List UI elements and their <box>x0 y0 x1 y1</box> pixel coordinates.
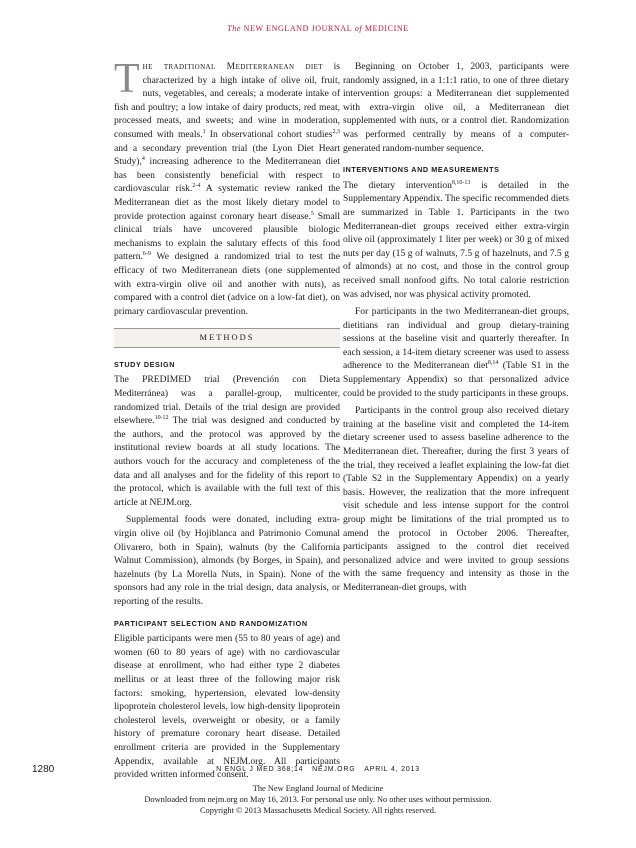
page-number: 1280 <box>32 764 55 775</box>
footer-citation <box>0 766 636 773</box>
interventions-paragraph-2: For participants in the two Mediterranean-diet groups, dietitians ran individual and group dietary-training sessions at the baseline visit and quarterly thereafter. In each session, a 14-item dietary screener was used to assess adherence to the Mediterranean diet$^{8,14}$ (Table S1 in the Supplementary Appendix) so that personalized advice could be provided to the study participants in these groups. <box>343 306 569 399</box>
study-design-heading: STUDY DESIGN <box>114 359 175 369</box>
footer-journal: N ENGL J MED 368;14 <box>216 766 304 773</box>
footer-site: NEJM.ORG <box>312 766 356 773</box>
header-mid: of <box>352 24 365 33</box>
download-notice <box>0 783 636 816</box>
participant-selection-heading: PARTICIPANT SELECTION AND RANDOMIZATION <box>114 618 308 628</box>
running-header <box>0 24 636 33</box>
header-pre: The <box>227 24 244 33</box>
methods-heading: METHODS <box>114 328 340 348</box>
header-end: MEDICINE <box>364 24 409 33</box>
right-column <box>343 60 569 599</box>
drop-cap: T <box>114 56 140 102</box>
participant-selection-paragraph-2: Beginning on October 1, 2003, participants were randomly assigned, in a 1:1:1 ratio, to one of three dietary intervention groups: a Mediterranean diet supplemented with extra-virgin olive oil, a Mediterranean diet supplemented with nuts, or a control diet. Randomization was performed centrally by means of a computer-generated random-number sequence. <box>343 61 569 154</box>
interventions-heading: INTERVENTIONS AND MEASUREMENTS <box>343 165 500 175</box>
header-brand: NEW ENGLAND JOURNAL <box>243 24 353 33</box>
notice-line-2: Downloaded from nejm.org on May 16, 2013. For personal use only. No other uses without permission. <box>144 795 492 804</box>
intro-paragraph: The traditional Mediterranean diet is characterized by a high intake of olive oil, fruit, nuts, vegetables, and cereals; a moderate intake of fish and poultry; a low intake of dairy products, red meat, processed meats, and sweets; and wine in moderation, consumed with meals.$^1$ In observational cohort studies$^{2,3}$ and a secondary prevention trial (the Lyon Diet Heart Study),$^4$ increasing adherence to the Mediterranean diet has been consistently beneficial with respect to cardiovascular risk.$^{2-4}$ A systematic review ranked the Mediterranean diet as the most likely dietary model to provide protection against coronary heart disease.$^5$ Small clinical trials have uncovered plausible biologic mechanisms to explain the salutary effects of this food pattern.$^{6-9}$ We designed a randomized trial to test the efficacy of two Mediterranean diets (one supplemented with extra-virgin olive oil and another with nuts), as compared with a control diet (advice on a low-fat diet), on primary cardiovascular prevention. <box>114 56 341 317</box>
intro-lead: he traditional Mediterranean diet <box>142 61 323 72</box>
interventions-paragraph-1: The dietary intervention$^{8,10-13}$ is detailed in the Supplementary Appendix. The specific recommended diets are summarized in Table 1. Participants in the two Mediterranean-diet groups received either extra-virgin olive oil (approximately 1 liter per week) or 30 g of mixed nuts per day (15 g of walnuts, 7.5 g of hazelnuts, and 7.5 g of almonds) at no cost, and those in the control group received small nonfood gifts. No total calorie restriction was advised, nor was physical activity promoted. <box>343 179 569 300</box>
notice-line-1: The New England Journal of Medicine <box>252 784 384 793</box>
notice-line-3: Copyright © 2013 Massachusetts Medical Society. All rights reserved. <box>199 806 437 815</box>
footer-date: APRIL 4, 2013 <box>364 766 420 773</box>
interventions-paragraph-3: Participants in the control group also received dietary training at the baseline visit and completed the 14-item dietary screener used to assess baseline adherence to the Mediterranean diet. Thereafter, during the first 3 years of the trial, they received a leaflet explaining the low-fat diet (Table S2 in the Supplementary Appendix) on a yearly basis. However, the realization that the more infrequent visit schedule and less intense support for the control group might be limitations of the trial prompted us to amend the protocol in October 2006. Thereafter, participants assigned to the control diet received personalized advice and were invited to group sessions with the same frequency and intensity as those in the Mediterranean-diet groups, with <box>343 405 569 593</box>
participant-selection-paragraph-1: Eligible participants were men (55 to 80 years of age) and women (60 to 80 years of age) with no cardiovascular disease at enrollment, who had either type 2 diabetes mellitus or at least three of the following major risk factors: smoking, hypertension, elevated low-density lipoprotein cholesterol levels, low high-density lipoprotein cholesterol levels, overweight or obesity, or a family history of premature coronary heart disease. Detailed enrollment criteria are provided in the Supplementary Appendix, available at NEJM.org. All participants provided written informed consent. <box>114 633 340 781</box>
study-design-paragraph-2: Supplemental foods were donated, including extra-virgin olive oil (by Hojiblanca and Patrimonio Comunal Olivarero, both in Spain), walnuts (by the California Walnut Commission), almonds (by Borges, in Spain), and hazelnuts (by La Morella Nuts, in Spain). None of the sponsors had any role in the trial design, data analysis, or reporting of the results. <box>114 514 340 607</box>
left-column <box>114 56 341 786</box>
study-design-paragraph-1: The PREDIMED trial (Prevención con Dieta Mediterránea) was a parallel-group, multicenter, randomized trial. Details of the trial design are provided elsewhere.$^{10-12}$ The trial was designed and conducted by the authors, and the protocol was approved by the institutional review boards at all study locations. The authors vouch for the accuracy and completeness of the data and all analyses and for the fidelity of this report to the protocol, which is available with the full text of this article at NEJM.org. <box>114 374 340 508</box>
